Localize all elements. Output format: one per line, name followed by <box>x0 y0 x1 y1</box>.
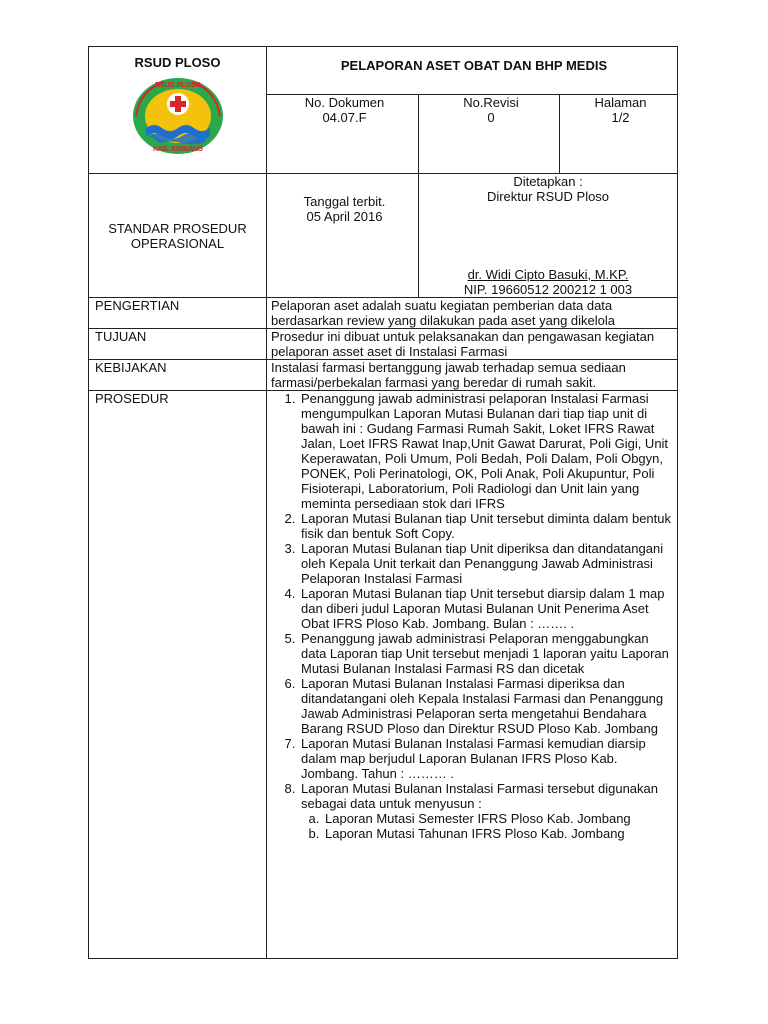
procedure-step-2: 2. Laporan Mutasi Bulanan tiap Unit tersebut diminta dalam bentuk fisik dan bentuk Soft Copy. <box>299 511 677 541</box>
procedure-sub-list <box>301 811 677 841</box>
spo-label-line1: STANDAR PROSEDUR <box>108 220 247 236</box>
issued-date-value: 05 April 2016 <box>306 209 383 224</box>
spo-label-line2: OPERASIONAL <box>130 235 225 251</box>
document-title: PELAPORAN ASET OBAT DAN BHP MEDIS <box>267 47 678 95</box>
procedure-step-5: 5. Penanggung jawab administrasi Pelaporan menggabungkan data Laporan tiap Unit tersebut menjadi 1 laporan yaitu Laporan Mutasi Bulanan Instalasi Farmasi RS dan dicetak <box>299 631 677 676</box>
kebijakan-label: KEBIJAKAN <box>89 360 267 391</box>
revision-label: No.Revisi <box>463 95 519 110</box>
sop-table <box>88 46 678 959</box>
doc-number-value: 04.07.F <box>322 110 367 125</box>
signer-name: dr. Widi Cipto Basuki, M.KP. <box>467 267 629 282</box>
pengertian-label: PENGERTIAN <box>89 298 267 329</box>
procedure-step-8-text: Laporan Mutasi Bulanan Instalasi Farmasi tersebut digunakan sebagai data untuk menyusun : <box>301 781 658 811</box>
procedure-step-1: 1. Penanggung jawab administrasi pelaporan Instalasi Farmasi mengumpulkan Laporan Mutasi Bulanan dari tiap tiap unit di bawah ini : Gudang Farmasi Rumah Sakit, Loket IFRS Rawat Jalan, Loet IFRS Rawat Inap,Unit Gawat Darurat, Poli Gigi, Unit Keperawatan, Poli Umum, Poli Bedah, Poli Dalam, Poli Obgyn, PONEK, Poli Perinatologi, OK, Poli Anak, Poli Akupuntur, Poli Fisioterapi, Laboratorium, Poli Radiologi dan Unit lain yang meminta persediaan stok dari IFRS <box>299 391 677 511</box>
revision-value: 0 <box>487 110 495 125</box>
hospital-cell <box>89 47 267 174</box>
page-label: Halaman <box>594 95 647 110</box>
approval-title: Direktur RSUD Ploso <box>486 189 610 204</box>
doc-number-cell <box>267 95 419 174</box>
logo-top-text: RSUD PLOSO <box>154 82 201 89</box>
tujuan-label: TUJUAN <box>89 329 267 360</box>
hospital-logo <box>130 76 226 156</box>
spo-label-cell <box>89 174 267 298</box>
procedure-step-7: 7. Laporan Mutasi Bulanan Instalasi Farmasi kemudian diarsip dalam map berjudul Laporan Bulanan IFRS Ploso Kab. Jombang. Tahun : ……… . <box>299 736 677 781</box>
procedure-sub-step-b: b. Laporan Mutasi Tahunan IFRS Ploso Kab. Jombang <box>323 826 677 841</box>
approval-label: Ditetapkan : <box>513 174 583 189</box>
prosedur-content <box>267 391 678 959</box>
logo-bottom-text: KAB. JOMBANG <box>152 146 203 153</box>
issued-date-label: Tanggal terbit. <box>303 194 386 209</box>
procedure-step-4: 4. Laporan Mutasi Bulanan tiap Unit tersebut diarsip dalam 1 map dan diberi judul Laporan Mutasi Bulanan Unit Penerima Aset Obat IFRS Ploso Kab. Jombang. Bulan : ……. . <box>299 586 677 631</box>
procedure-list <box>271 391 677 841</box>
page-cell <box>560 95 678 174</box>
page-value: 1/2 <box>611 110 630 125</box>
signature-block <box>419 267 677 297</box>
hospital-name: RSUD PLOSO <box>134 55 221 70</box>
signer-nip: NIP. 19660512 200212 1 003 <box>463 282 633 297</box>
doc-number-label: No. Dokumen <box>304 95 385 110</box>
pengertian-text: Pelaporan aset adalah suatu kegiatan pemberian data data berdasarkan review yang dilakukan pada aset yang dikelola <box>267 298 678 329</box>
prosedur-label: PROSEDUR <box>89 391 267 959</box>
tujuan-text: Prosedur ini dibuat untuk pelaksanakan dan pengawasan kegiatan pelaporan asset aset di Instalasi Farmasi <box>267 329 678 360</box>
issued-date-cell <box>267 174 419 298</box>
procedure-step-8 <box>299 781 677 841</box>
kebijakan-text: Instalasi farmasi bertanggung jawab terhadap semua sediaan farmasi/perbekalan farmasi yang beredar di rumah sakit. <box>267 360 678 391</box>
procedure-step-6: 6. Laporan Mutasi Bulanan Instalasi Farmasi diperiksa dan ditandatangani oleh Kepala Instalasi Farmasi dan Penanggung Jawab Administrasi Pelaporan serta mengetahui Bendahara Barang RSUD Ploso dan Direktur RSUD Ploso Kab. Jombang <box>299 676 677 736</box>
revision-cell <box>419 95 560 174</box>
procedure-sub-step-a: a. Laporan Mutasi Semester IFRS Ploso Kab. Jombang <box>323 811 677 826</box>
approval-cell <box>419 174 678 298</box>
procedure-step-3: 3. Laporan Mutasi Bulanan tiap Unit diperiksa dan ditandatangani oleh Kepala Unit terkait dan Penanggung Jawab Administrasi Pelaporan Instalasi Farmasi <box>299 541 677 586</box>
